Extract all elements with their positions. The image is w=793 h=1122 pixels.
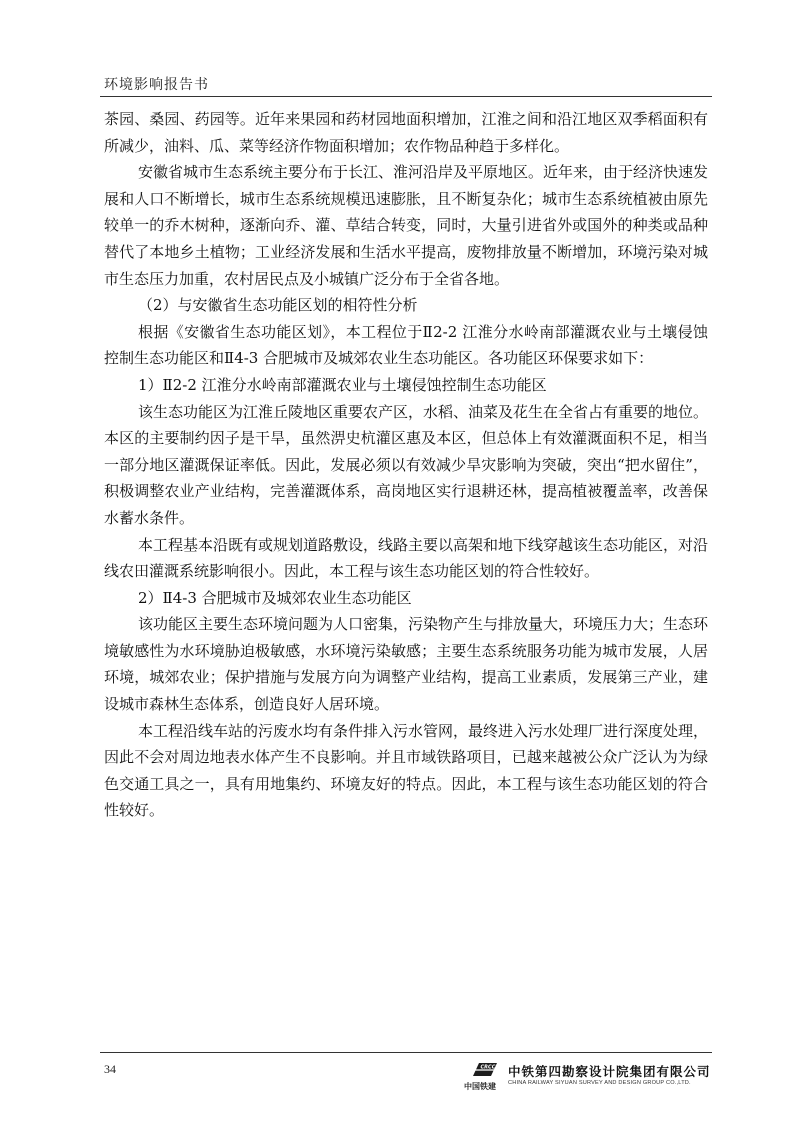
company-name-en: CHINA RAILWAY SIYUAN SURVEY AND DESIGN GROUP CO.,LTD.: [508, 1080, 691, 1086]
body-text: [104, 106, 708, 824]
paragraph-3: 根据《安徽省生态功能区划》，本工程位于Ⅱ2-2 江淮分水岭南部灌溉农业与土壤侵蚀控制生态功能区和Ⅱ4-3 合肥城市及城郊农业生态功能区。各功能区环保要求如下：: [104, 322, 708, 368]
paragraph-6: 该功能区主要生态环境问题为人口密集，污染物产生与排放量大，环境压力大；生态环境敏感性为水环境胁迫极敏感，水环境污染敏感；主要生态系统服务功能为城市发展，人居环境，城郊农业；保护措施与发展方向为调整产业结构，提高工业素质，发展第三产业，建设城市森林生态体系，创造良好人居环境。: [104, 615, 709, 714]
crcc-logo: [464, 1060, 504, 1098]
header-divider: [100, 96, 712, 97]
paragraph-4: 该生态功能区为江淮丘陵地区重要农产区，水稻、油菜及花生在全省占有重要的地位。本区的主要制约因子是干旱，虽然淠史杭灌区惠及本区，但总体上有效灌溉面积不足，相当一部分地区灌溉保证率低。因此，发展必须以有效减少旱灾影响为突破，突出“把水留住”，积极调整农业产业结构，完善灌溉体系，高岗地区实行退耕还林，提高植被覆盖率，改善保水蓄水条件。: [104, 402, 709, 527]
logo-caption: 中国铁建: [464, 1082, 496, 1091]
crcc-emblem-icon: [472, 1060, 498, 1078]
company-name-cn: 中铁第四勘察设计院集团有限公司: [508, 1064, 711, 1079]
logo-text: CRCC: [480, 1064, 496, 1071]
paragraph-1: 茶园、桑园、药园等。近年来果园和药材园地面积增加，江淮之间和沿江地区双季稻面积有所减少，油料、瓜、菜等经济作物面积增加；农作物品种趋于多样化。: [104, 110, 708, 155]
section-heading: （2）与安徽省生态功能区划的相符性分析: [138, 296, 418, 315]
header-title: 环境影响报告书: [104, 77, 209, 93]
paragraph-2: 安徽省城市生态系统主要分布于长江、淮河沿岸及平原地区。近年来，由于经济快速发展和人口不断增长，城市生态系统规模迅速膨胀，且不断复杂化；城市生态系统植被由原先较单一的乔木树种，逐渐向乔、灌、草结合转变，同时，大量引进省外或国外的种类或品种替代了本地乡土植物；工业经济发展和生活水平提高，废物排放量不断增加，环境污染对城市生态压力加重，农村居民点及小城镇广泛分布于全省各地。: [104, 163, 709, 288]
subheading-1: 1）Ⅱ2-2 江淮分水岭南部灌溉农业与土壤侵蚀控制生态功能区: [138, 375, 547, 394]
subheading-2: 2）Ⅱ4-3 合肥城市及城郊农业生态功能区: [138, 588, 412, 607]
paragraph-5: 本工程基本沿既有或规划道路敷设，线路主要以高架和地下线穿越该生态功能区，对沿线农田灌溉系统影响很小。因此，本工程与该生态功能区划的符合性较好。: [104, 535, 709, 581]
page-number: 34: [104, 1062, 116, 1076]
footer-divider: [100, 1052, 712, 1053]
paragraph-7: 本工程沿线车站的污废水均有条件排入污水管网，最终进入污水处理厂进行深度处理，因此不会对周边地表水体产生不良影响。并且市域铁路项目，已越来越被公众广泛认为为绿色交通工具之一，具有用地集约、环境友好的特点。因此，本工程与该生态功能区划的符合性较好。: [104, 721, 709, 820]
